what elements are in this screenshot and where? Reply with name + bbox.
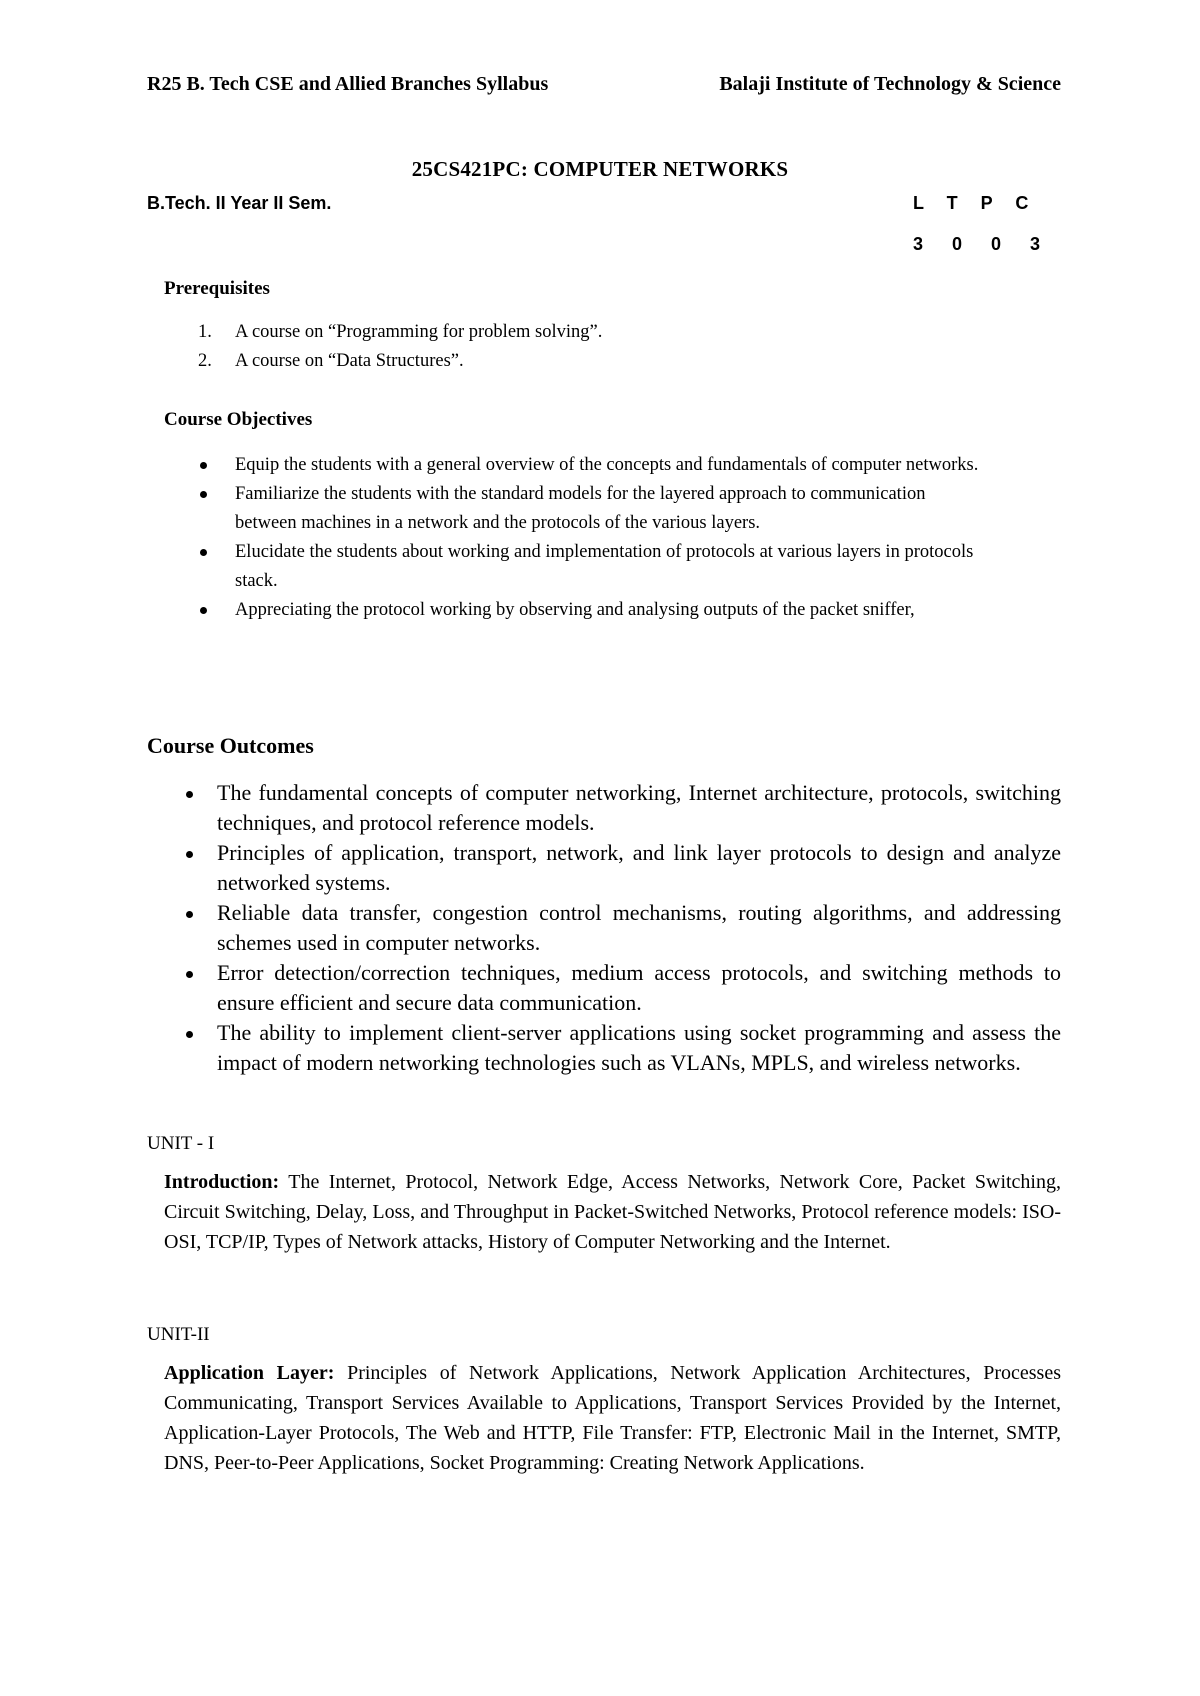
list-item xyxy=(164,1018,1061,1078)
item-text: The ability to implement client-server applications using socket programming and assess the impact of modern networking technologies such as VLANs, MPLS, and wireless networks. xyxy=(217,1020,1061,1075)
bullet-icon xyxy=(200,549,207,556)
header-syllabus-title: R25 B. Tech CSE and Allied Branches Syllabus xyxy=(147,73,549,95)
ltpc-values: 3 0 0 3 xyxy=(913,234,1053,254)
page-header xyxy=(147,73,1061,96)
prerequisites-list xyxy=(164,318,602,376)
outcomes-list xyxy=(164,778,1061,1078)
item-text: A course on “Data Structures”. xyxy=(235,351,464,371)
list-item xyxy=(164,451,979,480)
unit-2-topic: Application Layer: xyxy=(164,1362,335,1384)
list-item xyxy=(164,538,979,596)
list-item xyxy=(164,347,602,376)
item-text: Familiarize the students with the standard models for the layered approach to communication between machines in a network and the protocols of the various layers. xyxy=(235,484,926,533)
objectives-list xyxy=(164,451,979,625)
prerequisites-heading: Prerequisites xyxy=(164,278,270,299)
course-title: 25CS421PC: COMPUTER NETWORKS xyxy=(411,157,789,181)
outcomes-heading: Course Outcomes xyxy=(147,733,314,758)
header-institute-name: Balaji Institute of Technology & Science xyxy=(719,73,1061,95)
item-number: 1. xyxy=(198,322,212,342)
unit-1-text: The Internet, Protocol, Network Edge, Access Networks, Network Core, Packet Switching, Circuit Switching, Delay, Loss, and Throughput in Packet-Switched Networks, Protocol reference models: ISO-OSI, TCP/IP, Types of Network attacks, History of Computer Networking and the Internet. xyxy=(164,1171,1061,1253)
unit-1-topic: Introduction: xyxy=(164,1171,280,1193)
unit-1-content xyxy=(164,1167,1061,1257)
bullet-icon xyxy=(200,607,207,614)
item-text: The fundamental concepts of computer networking, Internet architecture, protocols, switching techniques, and protocol reference models. xyxy=(217,780,1061,835)
unit-2-content xyxy=(164,1358,1061,1478)
item-text: Appreciating the protocol working by observing and analysing outputs of the packet sniffer, xyxy=(235,600,915,620)
unit-2-text: Principles of Network Applications, Network Application Architectures, Processes Communicating, Transport Services Available to Applications, Transport Services Provided by the Internet, Application-Layer Protocols, The Web and HTTP, File Transfer: FTP, Electronic Mail in the Internet, SMTP, DNS, Peer-to-Peer Applications, Socket Programming: Creating Network Applications. xyxy=(164,1362,1061,1474)
bullet-icon xyxy=(200,491,207,498)
bullet-icon xyxy=(186,851,193,858)
unit-2-heading: UNIT-II xyxy=(147,1324,210,1345)
item-text: Reliable data transfer, congestion control mechanisms, routing algorithms, and addressing schemes used in computer networks. xyxy=(217,900,1061,955)
bullet-icon xyxy=(186,791,193,798)
bullet-icon xyxy=(200,462,207,469)
objectives-heading: Course Objectives xyxy=(164,409,313,430)
list-item xyxy=(164,480,979,538)
list-item xyxy=(164,838,1061,898)
bullet-icon xyxy=(186,971,193,978)
item-text: Equip the students with a general overview of the concepts and fundamentals of computer networks. xyxy=(235,455,979,475)
list-item xyxy=(164,596,979,625)
bullet-icon xyxy=(186,911,193,918)
item-text: Principles of application, transport, network, and link layer protocols to design and analyze networked systems. xyxy=(217,840,1061,895)
ltpc-labels: L T P C xyxy=(913,193,1038,213)
list-item xyxy=(164,898,1061,958)
item-text: Error detection/correction techniques, medium access protocols, and switching methods to ensure efficient and secure data communication. xyxy=(217,960,1061,1015)
list-item xyxy=(164,318,602,347)
bullet-icon xyxy=(186,1031,193,1038)
list-item xyxy=(164,958,1061,1018)
item-text: Elucidate the students about working and implementation of protocols at various layers in protocols stack. xyxy=(235,542,974,591)
item-text: A course on “Programming for problem solving”. xyxy=(235,322,603,342)
list-item xyxy=(164,778,1061,838)
unit-1-heading: UNIT - I xyxy=(147,1133,215,1154)
semester-label: B.Tech. II Year II Sem. xyxy=(147,193,332,213)
item-number: 2. xyxy=(198,351,212,371)
